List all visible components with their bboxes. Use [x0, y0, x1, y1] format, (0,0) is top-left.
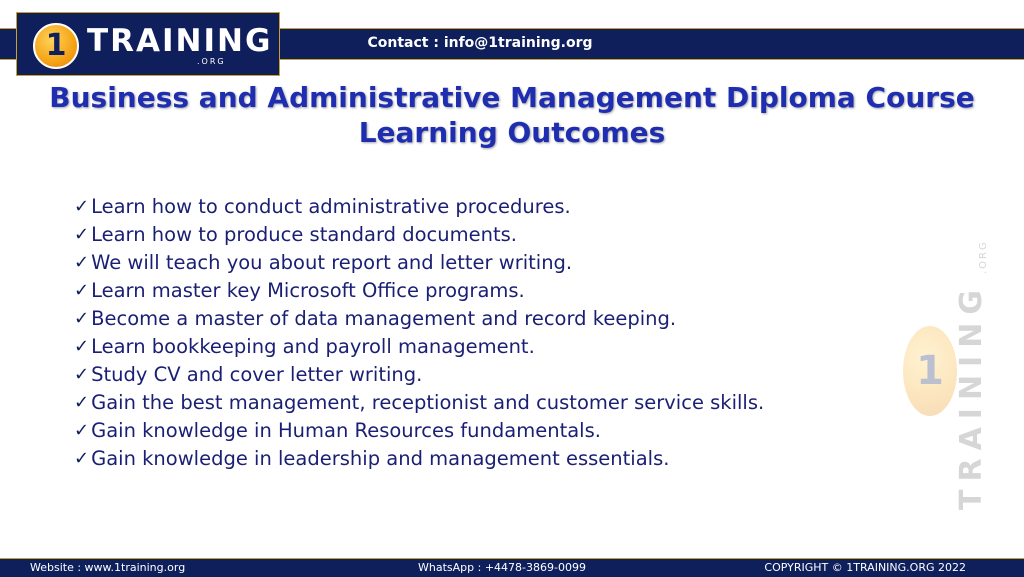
watermark-logo: [900, 220, 990, 520]
watermark-suffix: .ORG: [978, 240, 989, 274]
list-item: [74, 304, 764, 332]
list-item: [74, 248, 764, 276]
outcome-text: Study CV and cover letter writing.: [91, 362, 423, 386]
logo-suffix: .ORG: [197, 57, 226, 66]
watermark-name: TRAINING: [954, 282, 989, 510]
outcome-text: Learn how to produce standard documents.: [91, 222, 517, 246]
watermark-badge-icon: [903, 326, 957, 416]
outcome-text: Gain the best management, receptionist and customer service skills.: [91, 390, 765, 414]
outcome-text: Learn master key Microsoft Office programs.: [91, 278, 525, 302]
footer-bar: [0, 558, 1024, 577]
list-item: [74, 192, 764, 220]
outcome-text: Learn bookkeeping and payroll management.: [91, 334, 535, 358]
footer-whatsapp[interactable]: WhatsApp : +4478-3869-0099: [418, 561, 586, 574]
list-item: [74, 332, 764, 360]
list-item: [74, 276, 764, 304]
outcome-text: Gain knowledge in Human Resources fundamentals.: [91, 418, 601, 442]
logo-number: 1: [45, 28, 67, 63]
checkmark-icon: ✓: [74, 447, 90, 469]
outcome-text: Learn how to conduct administrative procedures.: [91, 194, 571, 218]
footer-website[interactable]: Website : www.1training.org: [30, 561, 186, 574]
outcome-text: Gain knowledge in leadership and management essentials.: [91, 446, 670, 470]
checkmark-icon: ✓: [74, 363, 90, 385]
logo-badge-icon: [33, 23, 79, 69]
checkmark-icon: ✓: [74, 391, 90, 413]
checkmark-icon: ✓: [74, 251, 90, 273]
list-item: [74, 360, 764, 388]
outcome-text: Become a master of data management and record keeping.: [91, 306, 677, 330]
list-item: [74, 220, 764, 248]
checkmark-icon: ✓: [74, 307, 90, 329]
footer-copyright: COPYRIGHT © 1TRAINING.ORG 2022: [764, 561, 966, 574]
checkmark-icon: ✓: [74, 335, 90, 357]
watermark-number: 1: [916, 348, 944, 394]
logo-name: TRAINING: [87, 23, 273, 59]
list-item: [74, 444, 764, 472]
list-item: [74, 388, 764, 416]
checkmark-icon: ✓: [74, 279, 90, 301]
list-item: [74, 416, 764, 444]
checkmark-icon: ✓: [74, 195, 90, 217]
checkmark-icon: ✓: [74, 223, 90, 245]
outcomes-list: [74, 192, 764, 472]
page-title: [0, 80, 1024, 150]
contact-email[interactable]: Contact : info@1training.org: [367, 35, 593, 51]
title-line-1: Business and Administrative Management Diploma Course: [49, 81, 975, 114]
outcome-text: We will teach you about report and letter writing.: [91, 250, 573, 274]
logo[interactable]: [16, 12, 280, 76]
title-line-2: Learning Outcomes: [358, 116, 666, 149]
checkmark-icon: ✓: [74, 419, 90, 441]
